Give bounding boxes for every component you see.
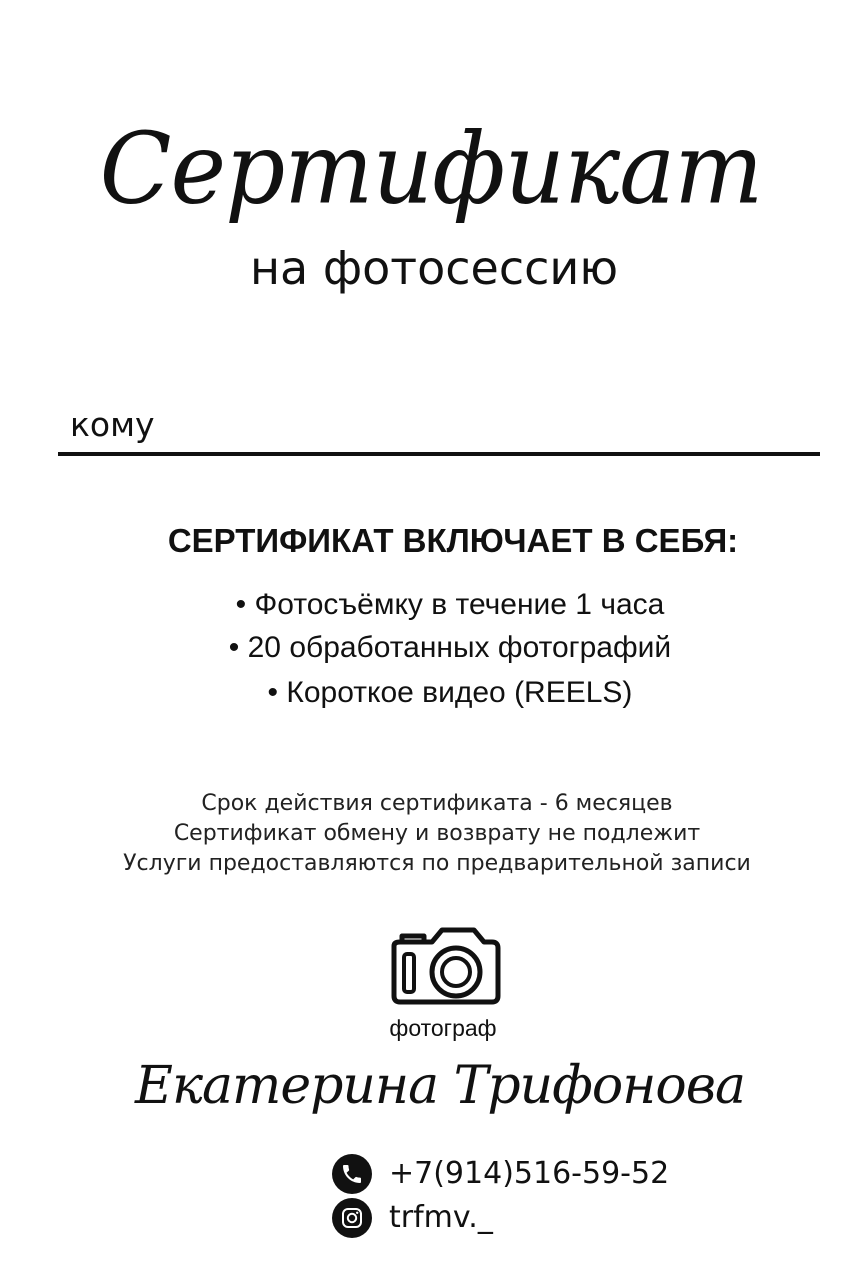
camera-icon <box>388 924 504 1008</box>
include-item: • Фотосъёмку в течение 1 часа <box>235 588 665 621</box>
certificate-title: Сертификат <box>99 112 763 227</box>
phone-icon <box>332 1154 372 1194</box>
instagram-handle: trfmv._ <box>389 1200 493 1235</box>
phone-contact[interactable] <box>332 1152 669 1196</box>
instagram-contact[interactable] <box>332 1196 493 1240</box>
include-item: • 20 обработанных фотографий <box>228 631 672 664</box>
terms-line: Срок действия сертификата - 6 месяцев <box>201 791 673 816</box>
recipient-line <box>58 452 820 456</box>
includes-heading: СЕРТИФИКАТ ВКЛЮЧАЕТ В СЕБЯ: <box>167 522 739 559</box>
photographer-label: фотограф <box>389 1015 497 1041</box>
phone-number: +7(914)516-59-52 <box>389 1156 670 1191</box>
terms-line: Сертификат обмену и возврату не подлежит <box>173 821 701 846</box>
certificate-subtitle: на фотосессию <box>249 241 619 295</box>
instagram-icon <box>332 1198 372 1238</box>
terms-line: Услуги предоставляются по предварительной записи <box>123 851 751 876</box>
photographer-name: Екатерина Трифонова <box>135 1056 745 1116</box>
include-item: • Короткое видео (REELS) <box>267 676 633 709</box>
recipient-label: кому <box>70 405 155 444</box>
